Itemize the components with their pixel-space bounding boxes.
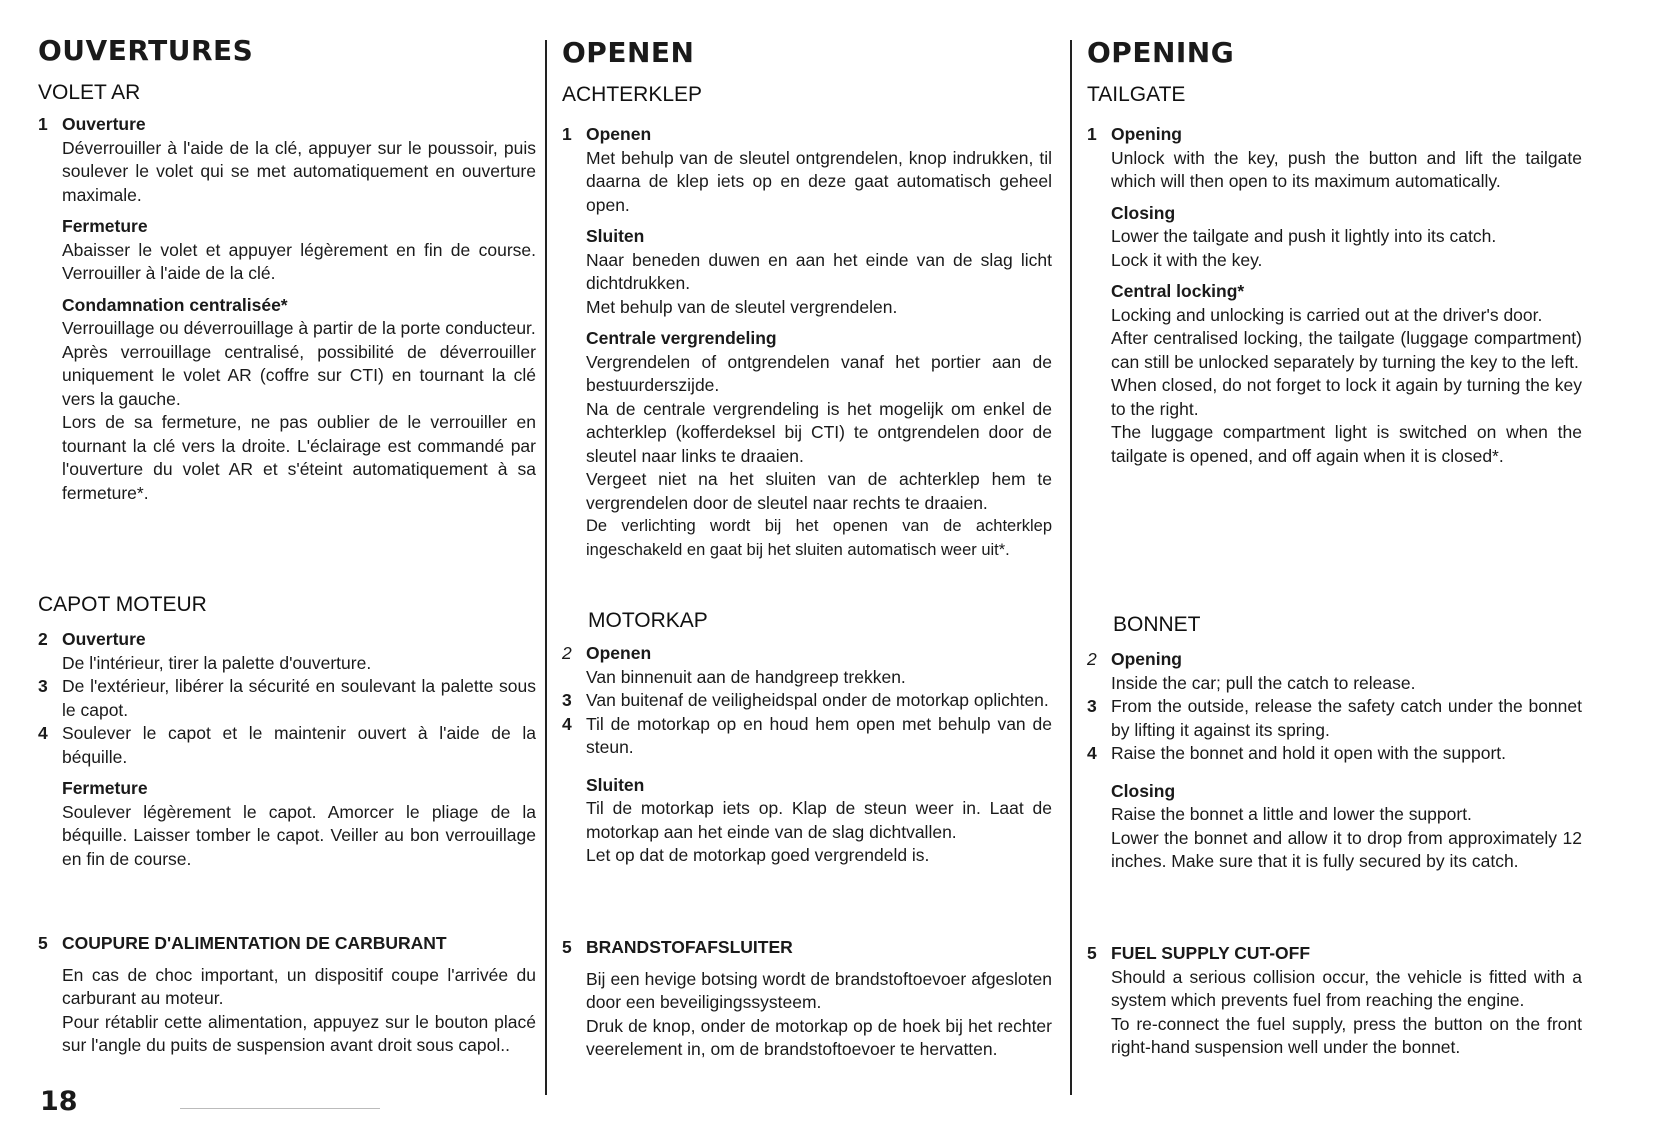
paragraph: Raise the bonnet and hold it open with the support. bbox=[1111, 743, 1506, 763]
paragraph: After centralised locking, the tailgate (luggage compartment) can still be unlocked separately by turning the key to the left. bbox=[1111, 328, 1582, 372]
step-number: 5 bbox=[1087, 943, 1097, 963]
paragraph: When closed, do not forget to lock it again by turning the key to the right. bbox=[1111, 375, 1582, 419]
subsection-heading-tailgate-nl: ACHTERKLEP bbox=[562, 83, 703, 106]
paragraph: Met behulp van de sleutel vergrendelen. bbox=[586, 296, 898, 317]
section-title-en: OPENING bbox=[1087, 36, 1235, 69]
paragraph: Vergeet niet na het sluiten van de achterklep hem te vergrendelen door de sleutel naar rechts te draaien. bbox=[586, 469, 1052, 513]
subheading-open: Ouverture bbox=[62, 629, 146, 649]
subheading-open: Opening bbox=[1111, 124, 1182, 144]
paragraph: Til de motorkap op en houd hem open met behulp van de steun. bbox=[586, 713, 1052, 757]
bonnet-block-nl bbox=[562, 642, 1052, 868]
paragraph: Pour rétablir cette alimentation, appuyez sur le bouton placé sur l'angle du puits de suspension avant droit sous capol.. bbox=[62, 1011, 536, 1055]
tailgate-block-fr bbox=[38, 113, 536, 505]
subheading-central-locking: Condamnation centralisée* bbox=[62, 294, 288, 315]
subsection-heading-fuel-nl: BRANDSTOFAFSLUITER bbox=[586, 937, 793, 957]
subheading-open: Ouverture bbox=[62, 114, 146, 134]
step-number: 3 bbox=[1087, 696, 1097, 716]
subsection-heading-tailgate-fr: VOLET AR bbox=[38, 81, 141, 104]
paragraph: Naar beneden duwen en aan het einde van de slag licht dichtdrukken. bbox=[586, 249, 1052, 293]
subheading-open: Openen bbox=[586, 643, 652, 663]
page-number: 18 bbox=[40, 1086, 78, 1117]
subsection-heading-bonnet-nl: MOTORKAP bbox=[588, 609, 708, 632]
subheading-close: Fermeture bbox=[62, 778, 148, 798]
paragraph: From the outside, release the safety catch under the bonnet by lifting it against its spring. bbox=[1111, 696, 1582, 740]
paragraph: En cas de choc important, un dispositif coupe l'arrivée du carburant au moteur. bbox=[62, 964, 536, 1008]
paragraph: Locking and unlocking is carried out at the driver's door. bbox=[1111, 304, 1543, 325]
paragraph: De verlichting wordt bij het openen van de achterklep ingeschakeld en gaat bij het sluiten automatisch weer uit*. bbox=[586, 517, 1052, 559]
subheading-close: Closing bbox=[1111, 780, 1176, 801]
subheading-close: Closing bbox=[1111, 202, 1176, 223]
paragraph: Abaisser le volet et appuyer légèrement en fin de course. Verrouiller à l'aide de la clé. bbox=[62, 239, 536, 283]
step-number: 2 bbox=[562, 643, 572, 663]
subheading-close: Sluiten bbox=[586, 226, 645, 246]
subheading-open: Openen bbox=[586, 124, 652, 144]
paragraph: Van binnenuit aan de handgreep trekken. bbox=[586, 666, 906, 687]
paragraph: Na de centrale vergrendeling is het mogelijk om enkel de achterklep (kofferdeksel bij CTI) te ontgrendelen door de sleutel naar links te draaien. bbox=[586, 398, 1052, 466]
step-number: 1 bbox=[1087, 124, 1097, 144]
subsection-heading-bonnet-fr: CAPOT MOTEUR bbox=[38, 593, 207, 616]
column-divider-right bbox=[1070, 40, 1072, 1095]
column-divider-left bbox=[545, 40, 547, 1095]
paragraph: Let op dat de motorkap goed vergrendeld is. bbox=[586, 845, 930, 865]
paragraph: Inside the car; pull the catch to release. bbox=[1111, 672, 1416, 693]
step-number: 4 bbox=[38, 723, 48, 743]
step-number: 2 bbox=[38, 629, 48, 649]
paragraph: Soulever légèrement le capot. Amorcer le pliage de la béquille. Laisser tomber le capot. Veiller au bon verrouillage en fin de course. bbox=[62, 801, 536, 869]
paragraph: Should a serious collision occur, the vehicle is fitted with a system which prevents fuel from reaching the engine. bbox=[1111, 966, 1582, 1010]
step-number: 4 bbox=[562, 713, 572, 734]
subsection-heading-tailgate-en: TAILGATE bbox=[1087, 83, 1186, 106]
tailgate-block-nl bbox=[562, 123, 1052, 562]
section-title-fr: OUVERTURES bbox=[38, 34, 254, 67]
step-number: 1 bbox=[562, 124, 572, 144]
paragraph: Verrouillage ou déverrouillage à partir de la porte conducteur. bbox=[62, 318, 536, 338]
step-number: 3 bbox=[38, 676, 48, 696]
step-number: 5 bbox=[562, 937, 572, 957]
paragraph: Til de motorkap iets op. Klap de steun weer in. Laat de motorkap aan het einde van de slag dichtvallen. bbox=[586, 798, 1052, 842]
section-title-nl: OPENEN bbox=[562, 36, 695, 69]
fuel-block-nl bbox=[562, 936, 1052, 1062]
paragraph: Lower the tailgate and push it lightly into its catch. bbox=[1111, 226, 1497, 246]
paragraph: Lower the bonnet and allow it to drop from approximately 12 inches. Make sure that it is fully secured by its catch. bbox=[1111, 827, 1582, 871]
subheading-close: Sluiten bbox=[586, 774, 645, 795]
subsection-heading-bonnet-en: BONNET bbox=[1113, 613, 1201, 636]
paragraph: Bij een hevige botsing wordt de brandstoftoevoer afgesloten door een beveiligingssysteem. bbox=[586, 968, 1052, 1012]
paragraph: Van buitenaf de veiligheidspal onder de motorkap oplichten. bbox=[586, 690, 1049, 710]
step-number: 1 bbox=[38, 114, 48, 134]
bonnet-block-en bbox=[1087, 648, 1582, 874]
paragraph: Lors de sa fermeture, ne pas oublier de le verrouiller en tournant la clé vers la droite. L'éclairage est commandé par l'ouverture du volet AR et s'éteint automatiquement à sa fermeture*. bbox=[62, 412, 536, 503]
step-number: 5 bbox=[38, 933, 48, 953]
paragraph: Après verrouillage centralisé, possibilité de déverrouiller uniquement le volet AR (coffre sur CTI) en tournant la clé vers la gauche. bbox=[62, 341, 536, 409]
fuel-block-fr bbox=[38, 932, 536, 1058]
step-number: 2 bbox=[1087, 649, 1097, 669]
fuel-block-en bbox=[1087, 942, 1582, 1060]
tailgate-block-en bbox=[1087, 123, 1582, 468]
paragraph: Déverrouiller à l'aide de la clé, appuyer sur le poussoir, puis soulever le volet qui se met automatiquement en ouverture maximale. bbox=[62, 137, 536, 205]
paragraph: De l'extérieur, libérer la sécurité en soulevant la palette sous le capot. bbox=[62, 676, 536, 720]
paragraph: Unlock with the key, push the button and lift the tailgate which will then open to its maximum automatically. bbox=[1111, 147, 1582, 191]
paragraph: De l'intérieur, tirer la palette d'ouverture. bbox=[62, 652, 372, 673]
paragraph: To re-connect the fuel supply, press the button on the front right-hand suspension well under the bonnet. bbox=[1111, 1013, 1582, 1057]
paragraph: Raise the bonnet a little and lower the support. bbox=[1111, 804, 1472, 824]
subheading-open: Opening bbox=[1111, 649, 1182, 669]
footer-rule bbox=[180, 1108, 380, 1109]
paragraph: The luggage compartment light is switched on when the tailgate is opened, and off again when it is closed*. bbox=[1111, 422, 1582, 466]
paragraph: Lock it with the key. bbox=[1111, 249, 1263, 270]
subheading-central-locking: Centrale vergrendeling bbox=[586, 328, 777, 348]
step-number: 4 bbox=[1087, 743, 1097, 763]
subheading-close: Fermeture bbox=[62, 216, 148, 236]
subsection-heading-fuel-fr: COUPURE D'ALIMENTATION DE CARBURANT bbox=[62, 933, 447, 953]
paragraph: Met behulp van de sleutel ontgrendelen, knop indrukken, til daarna de klep iets op en deze gaat automatisch geheel open. bbox=[586, 147, 1052, 215]
subheading-central-locking: Central locking* bbox=[1111, 281, 1245, 301]
paragraph: Soulever le capot et le maintenir ouvert à l'aide de la béquille. bbox=[62, 723, 536, 767]
paragraph: Vergrendelen of ontgrendelen vanaf het portier aan de bestuurderszijde. bbox=[586, 351, 1052, 395]
subsection-heading-fuel-en: FUEL SUPPLY CUT-OFF bbox=[1111, 943, 1311, 963]
paragraph: Druk de knop, onder de motorkap op de hoek bij het rechter veerelement in, om de brandstoftoevoer te hervatten. bbox=[586, 1015, 1052, 1059]
step-number: 3 bbox=[562, 690, 572, 710]
bonnet-block-fr bbox=[38, 628, 536, 871]
